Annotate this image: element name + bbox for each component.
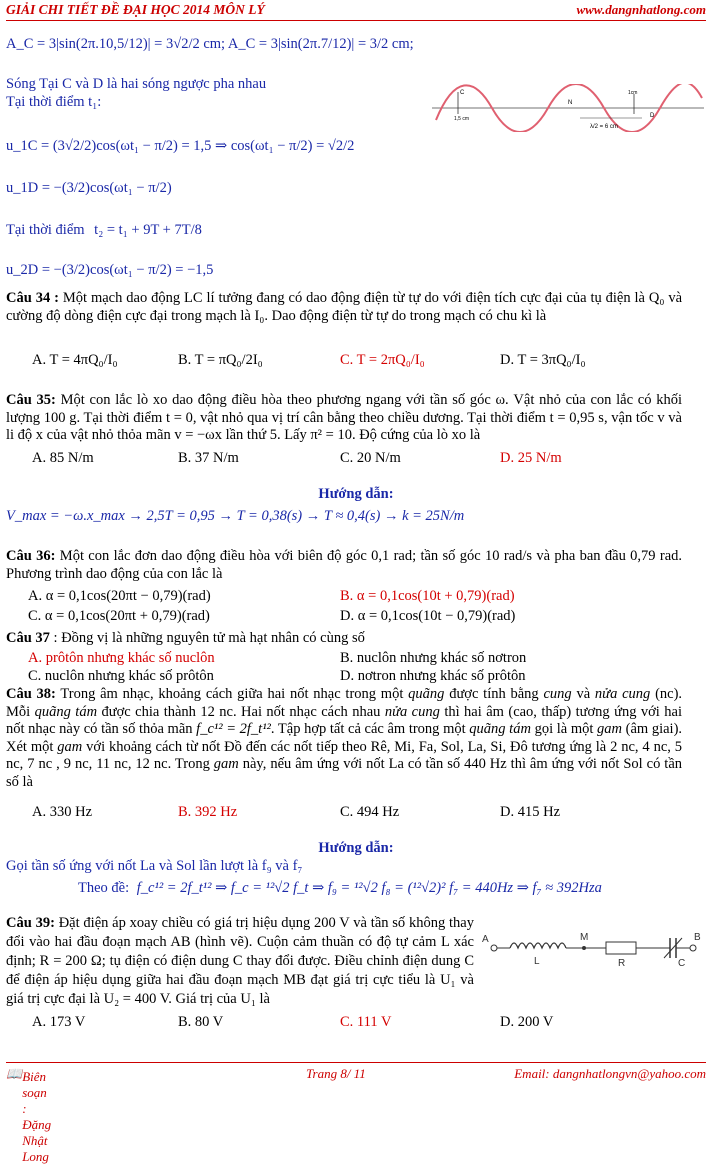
option-label: D.: [500, 450, 515, 466]
q37-option-b: [340, 650, 526, 667]
q36-option-d: [340, 608, 515, 625]
option-label: D.: [500, 1014, 515, 1030]
q39-option-a: [32, 1014, 85, 1031]
label-1cm: 1cm: [628, 90, 638, 96]
t2-label: Tại thời điểm: [6, 222, 85, 238]
q38-body-2: được tính bằng: [449, 686, 539, 702]
option-label: C.: [340, 352, 354, 368]
q39-option-c: [340, 1014, 391, 1031]
option-label: A.: [28, 650, 43, 666]
option-value: nơtron nhưng khác số prôtôn: [357, 668, 526, 684]
q38-eq-f: f_c¹² = 2f_t¹²: [196, 721, 271, 737]
q35-text: [6, 392, 682, 445]
q39-body: Đặt điện áp xoay chiều có giá trị hiệu dụng 200 V và tần số không thay đổi vào hai đầu đoạn mạch AB (hình vẽ). Cuộn cảm thuần có độ tự cảm L xác định; R = 200 Ω; tụ điện có điện dung C thay đổi được. Điều chỉnh điện dung C để điện áp hiệu dụng giữa hai đầu đoạn mạch MB đạt giá trị cực tiểu là U₁ và giá trị cực đại là U₂ = 400 V. Giá trị của U₁ là: [6, 915, 474, 1007]
q38-term-quangtam-2: quãng tám: [469, 721, 531, 737]
footer-page: Trang 8/ 11: [306, 1066, 366, 1081]
q38-option-a: [32, 804, 92, 821]
inductor-l: [510, 943, 566, 948]
option-label: C.: [340, 450, 354, 466]
footer-author: 📖 Biên soạn : Đặng Nhật Long: [6, 1066, 52, 1164]
label-a: A: [482, 934, 489, 945]
option-label: B.: [340, 650, 354, 666]
option-value: prôtôn nhưng khác số nuclôn: [45, 650, 215, 666]
q35-guide-eq: V_max = −ω.x_max → 2,5T = 0,95 → T = 0,38(s) → T ≈ 0,4(s) → k = 25N/m: [6, 508, 465, 524]
circuit-diagram: [482, 928, 706, 968]
q39-text-part1: [6, 914, 474, 1009]
label-15cm: 1,5 cm: [454, 116, 470, 122]
eq-u1c: u_1C = (3√2/2)cos(ωt₁ − π/2) = 1,5 ⇒ cos(ωt₁ − π/2) = √2/2: [6, 138, 355, 154]
option-value: 330 Hz: [49, 804, 93, 820]
option-value: α = 0,1cos(20πt + 0,79)(rad): [44, 608, 210, 624]
q35-guide-title: Hướng dẫn:: [318, 486, 394, 502]
eq-u1d: u_1D = −(3/2)cos(ωt₁ − π/2): [6, 180, 172, 196]
option-label: B.: [178, 804, 192, 820]
q38-term-cung: cung: [543, 686, 572, 702]
footer-author-text: Biên soạn : Đặng Nhật Long: [22, 1069, 52, 1164]
q35-option-b: [178, 450, 239, 467]
q38-body-6: thì hai âm (cao, thấp) tương ứng với hai nốt nhạc này có tần số thỏa mãn: [6, 703, 682, 737]
q38-term-quang: quãng: [408, 686, 445, 702]
q38-guide-title: Hướng dẫn:: [318, 840, 394, 856]
option-value: 37 N/m: [194, 450, 239, 466]
q35-body: Một con lắc lò xo dao động điều hòa theo phương ngang với tần số góc ω. Vật nhỏ của con lắc có khối lượng 100 g. Tại thời điểm t = 0, vật nhỏ qua vị trí cân bằng theo chiều dương. Tại thời điểm t = 0,95 s, vận tốc v và li độ x của vật nhỏ thỏa mãn v = −ωx lần thứ 5. Lấy π² = 10. Độ cứng của lò xo là: [6, 392, 682, 443]
option-value: T = 4πQ₀/I₀: [49, 352, 118, 368]
q38-body-10: với khoảng cách từ nốt Đồ đến các nốt tiếp theo Rê, Mi, Fa, Sol, La, Si, Đô tương ứng là 2 nc, 4 nc, 5 nc, 7 nc , 9 nc, 11 nc, 12 nc. Trong: [6, 738, 683, 772]
option-label: C.: [28, 608, 42, 624]
option-label: D.: [340, 608, 355, 624]
q36-title: Câu 36:: [6, 548, 56, 564]
q38-term-nuacung: nửa cung: [594, 686, 651, 702]
q38-term-gam-3: gam: [213, 756, 239, 772]
option-label: C.: [340, 804, 354, 820]
q38-option-c: [340, 804, 399, 821]
option-label: C.: [340, 1014, 354, 1030]
q38-body-8: gọi là một: [534, 721, 594, 737]
t2-row: [6, 222, 202, 239]
q34-option-a: [32, 352, 118, 369]
q38-body-3: và: [576, 686, 591, 702]
label-m: M: [580, 932, 589, 943]
option-value: nuclôn nhưng khác số prôtôn: [44, 668, 214, 684]
q34-body: Một mạch dao động LC lí tưởng đang có dao động điện từ tự do với điện tích cực đại của tụ điện là Q₀ và cường độ dòng điện cực đại trong mạch là I₀. Dao động điện từ tự do trong mạch có chu kì là: [6, 290, 683, 324]
q38-body-7: . Tập hợp tất cả các âm trong một: [270, 721, 466, 737]
option-label: C.: [28, 668, 42, 684]
q38-title: Câu 38:: [6, 686, 56, 702]
option-value: 20 N/m: [356, 450, 401, 466]
q37-text: [6, 630, 365, 647]
option-value: 494 Hz: [356, 804, 400, 820]
q37-option-d: [340, 668, 526, 685]
option-value: 80 V: [194, 1014, 224, 1030]
option-value: nuclôn nhưng khác số nơtron: [356, 650, 527, 666]
option-value: 85 N/m: [49, 450, 94, 466]
q35-option-c: [340, 450, 401, 467]
option-label: D.: [500, 352, 515, 368]
option-label: A.: [32, 352, 47, 368]
q39-option-d: [500, 1014, 553, 1031]
q39-title: Câu 39:: [6, 915, 55, 931]
option-value: 415 Hz: [517, 804, 561, 820]
q38-guide-line: Gọi tần số ứng với nốt La và Sol lần lượt là f₉ và f₇: [6, 858, 303, 874]
label-n: N: [568, 100, 573, 106]
option-label: A.: [32, 1014, 47, 1030]
q38-term-gam-2: gam: [57, 738, 83, 755]
q38-guide-row: [78, 880, 602, 897]
q36-body: Một con lắc đơn dao động điều hòa với biên độ góc 0,1 rad; tần số góc 10 rad/s và pha ban đầu 0,79 rad. Phương trình dao động của con lắc là: [6, 548, 683, 582]
wave-figure: [432, 84, 706, 132]
terminal-a: [491, 945, 497, 951]
header-website: www.dangnhatlong.com: [576, 2, 706, 17]
q36-option-c: [28, 608, 210, 625]
page-header: [6, 0, 706, 21]
page-footer: [6, 1062, 706, 1164]
label-c: C: [678, 958, 686, 968]
option-label: B.: [178, 1014, 192, 1030]
option-value: 111 V: [356, 1014, 392, 1030]
option-value: 173 V: [49, 1014, 86, 1030]
q38-option-b: [178, 804, 237, 821]
q34-option-d: [500, 352, 586, 369]
node-m: [582, 946, 586, 950]
q38-guide-eq: f_c¹² = 2f_t¹² ⇒ f_c = ¹²√2 f_t ⇒ f₉ = ¹²√2 f₈ = (¹²√2)² f₇ = 440Hz ⇒ f₇ ≈ 392Hza: [136, 880, 602, 896]
q38-body-4: (nc). Mỗi: [6, 686, 683, 720]
q35-option-d: [500, 450, 562, 467]
q36-text: [6, 548, 682, 583]
q36-option-b: [340, 588, 515, 605]
q38-term-quangtam: quãng tám: [34, 703, 98, 720]
option-label: D.: [500, 804, 515, 820]
option-label: D.: [340, 668, 355, 684]
q34-text: [6, 290, 682, 325]
label-l: L: [534, 956, 540, 967]
eq-ac: A_C = 3|sin(2π.10,5/12)| = 3√2/2 cm; A_C = 3|sin(2π.7/12)| = 3/2 cm;: [6, 36, 414, 52]
option-label: B.: [340, 588, 354, 604]
q35-option-a: [32, 450, 94, 467]
q38-body-5: được chia thành 12 nc. Hai nốt nhạc cách nhau: [101, 703, 381, 720]
header-title: GIẢI CHI TIẾT ĐỀ ĐẠI HỌC 2014 MÔN LÝ: [6, 2, 265, 17]
q34-title: Câu 34 :: [6, 290, 59, 306]
q38-body-11: này, nếu âm ứng với nốt La có tần số 440 Hz thì âm ứng với nốt Sol có tần số là: [6, 756, 683, 790]
option-value: α = 0,1cos(10t + 0,79)(rad): [356, 588, 515, 604]
option-value: T = 3πQ₀/I₀: [517, 352, 586, 368]
wave-note: Sóng Tại C và D là hai sóng ngược pha nhau: [6, 76, 267, 92]
option-value: 200 V: [517, 1014, 554, 1030]
q36-option-a: [28, 588, 211, 605]
q37-option-c: [28, 668, 214, 685]
q38-option-d: [500, 804, 560, 821]
q39-option-b: [178, 1014, 223, 1031]
q37-option-a: [28, 650, 215, 667]
q34-option-c: [340, 352, 425, 369]
q38-text: [6, 686, 682, 791]
label-c: C: [460, 90, 465, 96]
footer-email: Email: dangnhatlongvn@yahoo.com: [514, 1066, 706, 1081]
option-value: α = 0,1cos(10t − 0,79)(rad): [357, 608, 516, 624]
label-b: B: [694, 932, 701, 943]
q38-term-gam: gam: [597, 721, 623, 737]
option-label: A.: [28, 588, 43, 604]
resistor-r: [606, 942, 636, 954]
option-value: 25 N/m: [517, 450, 562, 466]
label-d: D: [650, 113, 655, 119]
option-value: 392 Hz: [194, 804, 238, 820]
option-label: A.: [32, 804, 47, 820]
option-label: B.: [178, 450, 192, 466]
eq-u2d: u_2D = −(3/2)cos(ωt₁ − π/2) = −1,5: [6, 262, 214, 278]
q38-body-1: Trong âm nhạc, khoảng cách giữa hai nốt nhạc trong một: [60, 686, 404, 702]
q37-body: : Đồng vị là những nguyên tử mà hạt nhân có cùng số: [53, 630, 365, 646]
q38-body-9: (âm giai). Xét một: [6, 721, 683, 755]
eq-t2: t₂ = t₁ + 9T + 7T/8: [94, 222, 202, 238]
q37-title: Câu 37: [6, 630, 50, 646]
label-r: R: [618, 958, 626, 968]
option-value: T = πQ₀/2I₀: [194, 352, 263, 368]
option-label: B.: [178, 352, 192, 368]
q38-term-nuacung-2: nửa cung: [384, 703, 440, 720]
option-value: α = 0,1cos(20πt − 0,79)(rad): [45, 588, 211, 604]
option-label: A.: [32, 450, 47, 466]
t1-label: Tại thời điểm t₁:: [6, 94, 102, 110]
q35-title: Câu 35:: [6, 392, 56, 408]
terminal-b: [690, 945, 696, 951]
option-value: T = 2πQ₀/I₀: [356, 352, 425, 368]
q38-guide-prefix: Theo đề:: [78, 880, 130, 896]
label-lambda: λ/2 = 6 cm: [590, 124, 618, 130]
q34-option-b: [178, 352, 263, 369]
